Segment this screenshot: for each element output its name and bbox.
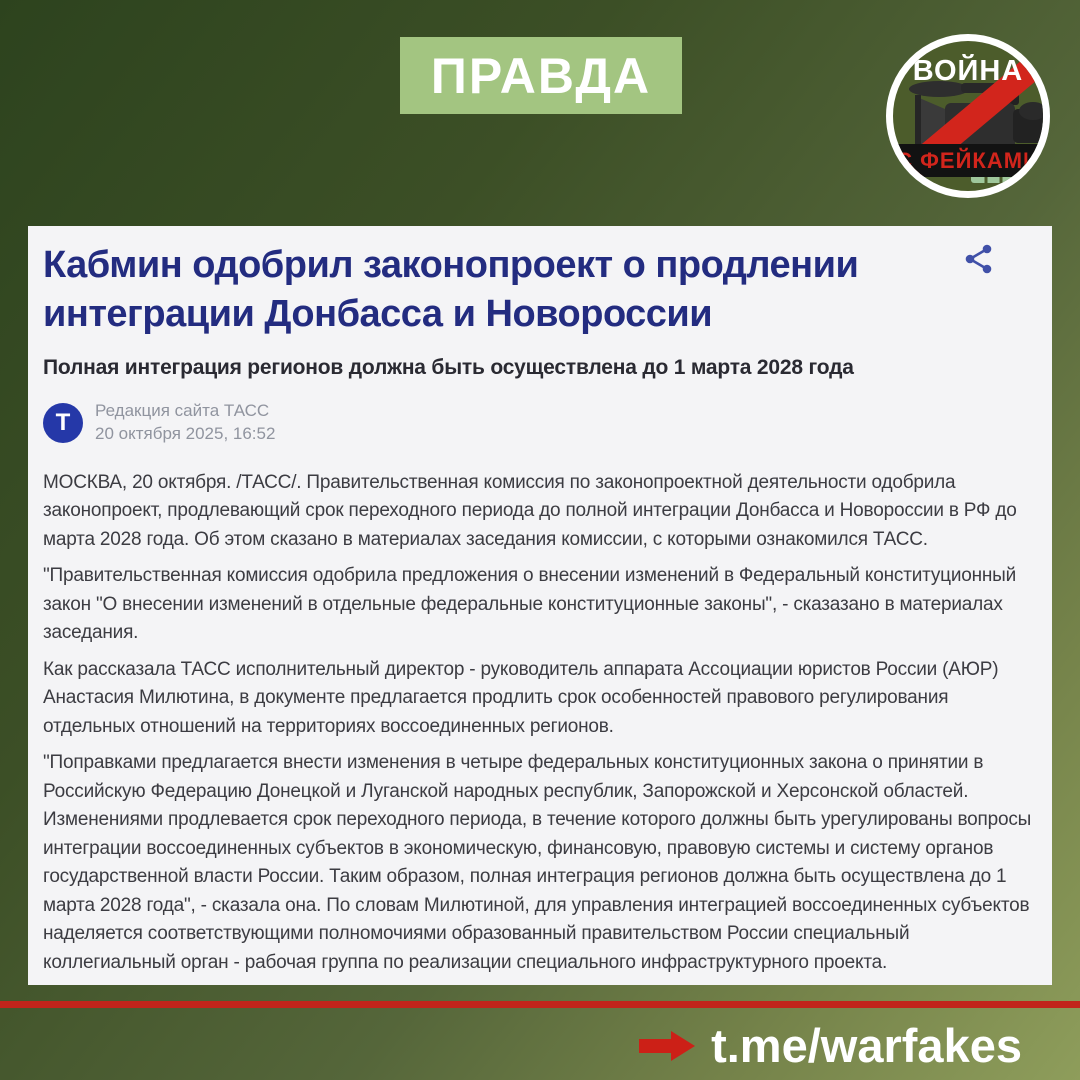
article-paragraph: МОСКВА, 20 октября. /ТАСС/. Правительственная комиссия по законопроектной деятельности одобрила законопроект, продлевающий срок переходного периода до полной интеграции Донбасса и Новороссии в РФ до марта 2028 года. Об этом сказано в материалах заседания комиссии, с которыми ознакомился ТАСС. xyxy=(43,471,1017,550)
article-body xyxy=(43,469,1036,978)
tass-avatar xyxy=(43,403,83,443)
telegram-link-text: t.me/warfakes xyxy=(711,1019,1022,1072)
author-meta xyxy=(95,400,275,446)
article-date: 20 октября 2025, 16:52 xyxy=(95,423,276,443)
truth-badge-label: ПРАВДА xyxy=(430,47,652,104)
channel-logo xyxy=(886,34,1050,198)
logo-band-label: С ФЕЙКАМИ xyxy=(896,147,1040,173)
article-title: Кабмин одобрил законопроект о продлении интеграции Донбасса и Новороссии xyxy=(43,244,859,336)
article-paragraph: "Правительственная комиссия одобрила предложения о внесении изменений в Федеральный конституционный закон "О внесении изменений в отдельные федеральные конституционные законы", - сказазано в материалах заседания. xyxy=(43,565,1017,644)
share-icon[interactable] xyxy=(964,244,994,274)
tass-avatar-letter: Т xyxy=(55,408,71,436)
truth-badge xyxy=(400,37,682,114)
logo-band xyxy=(886,144,1050,177)
author-row xyxy=(43,400,1036,446)
author-name: Редакция сайта ТАСС xyxy=(95,400,270,420)
telegram-link[interactable] xyxy=(637,1018,1022,1073)
article-paragraph: Как рассказала ТАСС исполнительный директор - руководитель аппарата Ассоциации юристов России (АЮР) Анастасия Милютина, в документе предлагается продлить срок особенностей правового регулирования отдельных отношений на территориях воссоединенных регионов. xyxy=(43,658,999,737)
logo-title: ВОЙНА xyxy=(912,55,1024,87)
article-paragraph: "Поправками предлагается внести изменения в четыре федеральных конституционных закона о принятии в Российскую Федерацию Донецкой и Луганской народных республик, Запорожской и Херсонской областей. Изменениями продлевается срок переходного периода, в течение которого должны быть урегулированы вопросы интеграции воссоединенных субъектов в экономическую, финансовую, правовую системы и систему органов государственной власти России. Таким образом, полная интеграция регионов должна быть осуществлена до 1 марта 2028 года", - сказала она. По словам Милютиной, для управления интеграцией воссоединенных субъектов наделяется соответствующими полномочиями образованный правительством России специальный коллегиальный орган - рабочая группа по реализации специального инфраструктурного проекта. xyxy=(43,752,1032,973)
arrow-right-icon xyxy=(637,1029,697,1063)
footer-divider xyxy=(0,1001,1080,1008)
article-card xyxy=(28,226,1052,985)
article-subtitle: Полная интеграция регионов должна быть осуществлена до 1 марта 2028 года xyxy=(43,355,854,379)
